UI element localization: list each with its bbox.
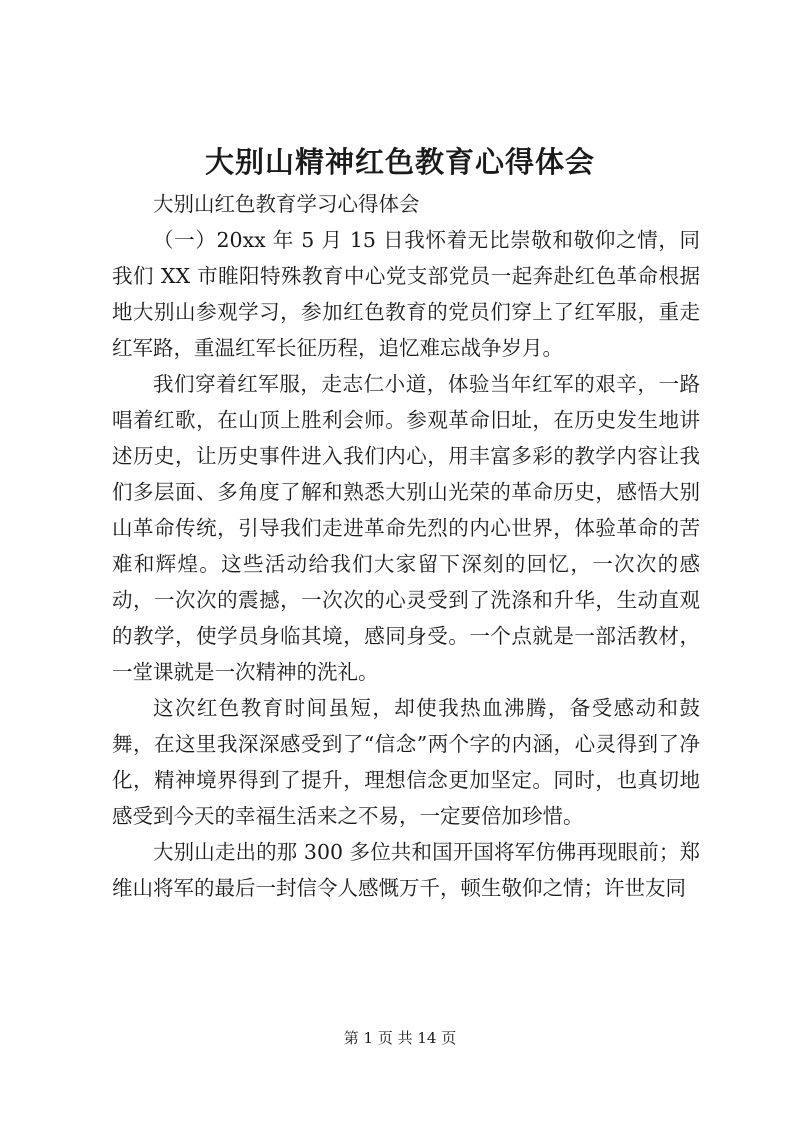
subtitle-paragraph: 大别山红色教育学习心得体会 <box>153 192 420 216</box>
body-paragraph-1: （一）20xx 年 5 月 15 日我怀着无比崇敬和敬仰之情，同我们 XX 市睢阳特殊教育中心党支部党员一起奔赴红色革命根据地大别山参观学习，参加红色教育的党员们穿上了红军服，重走红军路，重温红军长征历程，追忆难忘战争岁月。 <box>112 228 700 360</box>
document-title: 大别山精神红色教育心得体会 <box>204 145 595 179</box>
body-paragraph-3: 这次红色教育时间虽短，却使我热血沸腾，备受感动和鼓舞，在这里我深深感受到了“信念”两个字的内涵，心灵得到了净化，精神境界得到了提升，理想信念更加坚定。同时，也真切地感受到今天的幸福生活来之不易，一定要倍加珍惜。 <box>112 696 700 828</box>
page-number-footer: 第 1 页 共 14 页 <box>343 1029 457 1047</box>
body-paragraph-2: 我们穿着红军服，走志仁小道，体验当年红军的艰辛，一路唱着红歌，在山顶上胜利会师。参观革命旧址，在历史发生地讲述历史，让历史事件进入我们内心，用丰富多彩的教学内容让我们多层面、多角度了解和熟悉大别山光荣的革命历史，感悟大别山革命传统，引导我们走进革命先烈的内心世界，体验革命的苦难和辉煌。这些活动给我们大家留下深刻的回忆，一次次的感动，一次次的震撼，一次次的心灵受到了洗涤和升华，生动直观的教学，使学员身临其境，感同身受。一个点就是一部活教材，一堂课就是一次精神的洗礼。 <box>112 372 700 684</box>
body-paragraph-4: 大别山走出的那 300 多位共和国开国将军仿佛再现眼前；郑维山将军的最后一封信令人感慨万千，顿生敬仰之情；许世友同 <box>112 840 700 900</box>
document-body <box>112 186 700 906</box>
